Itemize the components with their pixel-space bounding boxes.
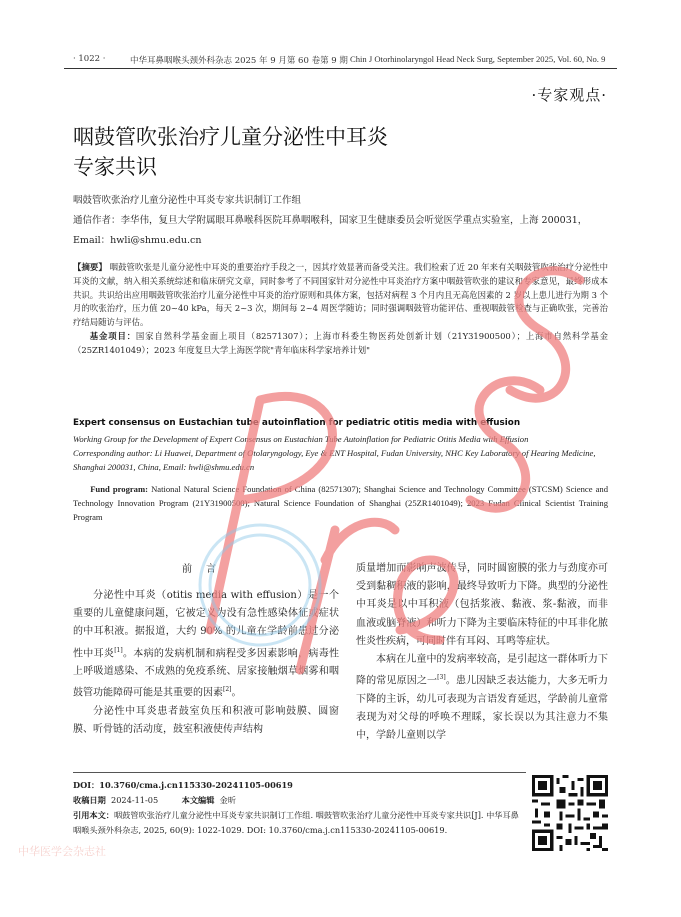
doi[interactable]: DOI：10.3760/cma.j.cn115330-20241105-00619 [73, 780, 293, 790]
paragraph-text: 。 [231, 687, 242, 699]
english-authors [73, 432, 608, 474]
reference-link[interactable]: [2] [223, 686, 232, 694]
paragraph: 质量增加而影响声波传导，同时圆窗膜的张力与劲度亦可受到黏稠积液的影响，最终导致听力下降。典型的分泌性中耳炎是以中耳积液（包括浆液、黏液、浆-黏液，而非血液或脑脊液）和听力下降为主要临床特征的中耳非化脓性炎性疾病，可同时伴有耳闷、耳鸣等症状。 [356, 563, 608, 647]
citation-text: 咽鼓管吹张治疗儿童分泌性中耳炎专家共识制订工作组. 咽鼓管吹张治疗儿童分泌性中耳炎专家共识[J]. 中华耳鼻咽喉头颈外科杂志, 2025, 60(9): 1022-1029. DOI: 10.3760/cma.j.cn115330-20241105-00619. [73, 810, 519, 835]
paragraph [73, 587, 339, 703]
english-fund [73, 482, 608, 525]
paragraph-text: 。患儿因缺乏表达能力，大多无听力下降的主诉，幼儿可表现为言语发育延迟，学龄前儿童常表现为对父母的呼唤不理睬，家长误以为其注意力不集中，学龄儿童则以学 [356, 675, 609, 742]
publisher-logo: 中华医学会杂志社 [18, 845, 106, 858]
section-heading: 前言 [182, 564, 230, 575]
paragraph: 分泌性中耳炎患者鼓室负压和积液可影响鼓膜、圆窗膜、听骨链的活动度，鼓室积液使传声结构 [73, 705, 339, 736]
paragraph-text: 本病在儿童中的发病率较高，是引起这一群体听力下降的常见原因之一 [356, 654, 608, 687]
english-corresponding: Corresponding author: Li Huawei, Department of Otolaryngology, Eye & ENT Hospital, Fudan University, NHC Key Laboratory of Hearing Medicine, Shanghai 200031, China, Email: hwli@shmu.edu.cn [73, 448, 596, 472]
footnote-rule [73, 772, 526, 773]
english-fund-text: National Natural Science Foundation of China (82571307); Shanghai Science and Technology Committee (STCSM) Science and Technology Innovation Program (21Y31900500); Natural Science Foundation of Shanghai (25ZR1401049); 2023 Fudan Clinical Scientist Training Program [73, 484, 609, 523]
journal-name-en: Chin J Otorhinolaryngol Head Neck Surg, September 2025, Vol. 60, No. 9 [350, 54, 606, 64]
title-line-1: 咽鼓管吹张治疗儿童分泌性中耳炎 [73, 125, 388, 149]
editor-label: 本文编辑 [181, 795, 215, 805]
abstract-label: 【摘要】 [73, 262, 107, 272]
editor-name: 金昕 [219, 795, 237, 805]
abstract-text: 咽鼓管吹张是儿童分泌性中耳炎的重要治疗手段之一，因其疗效显著而备受关注。我们检索了近 20 年来有关咽鼓管吹张治疗分泌性中耳炎的文献，纳入相关系统综述和临床研究文章，同时参考了不同国家针对分泌性中耳炎治疗方案中咽鼓管吹张的建议和专家意见，最终形成本共识。共识给出应用咽鼓管吹张治疗儿童分泌性中耳炎的治疗原则和具体方案，包括对病程 3 个月内且无高危因素的 2 岁以上患儿进行为期 3 个月的吹张治疗，压力值 20~40 kPa，每天 2~3 次，期间每 2~4 周医学随访；同时强调咽鼓管功能评估、重视咽鼓管检查与正确吹张，完善治疗结局随访与评估。 [73, 262, 608, 328]
fund-text: 国家自然科学基金面上项目（82571307）；上海市科委生物医药处创新计划（21Y31900500）；上海市自然科学基金（25ZR1401049）；2023 年度复旦大学上海医学院"青年临床科学家培养计划" [73, 330, 608, 355]
english-group: Working Group for the Development of Expert Consensus on Eustachian Tube Autoinflation for Pediatric Otitis Media with Effusion [73, 434, 529, 444]
received-label: 收稿日期 [73, 795, 106, 805]
article-title [73, 122, 388, 182]
cite-label: 引用本文： [73, 810, 114, 820]
header-rule [64, 68, 617, 69]
reference-link[interactable]: [1] [114, 646, 123, 654]
english-fund-label: Fund program: [90, 484, 149, 494]
received-date: 2024-11-05 [110, 795, 159, 805]
abstract [73, 261, 608, 358]
paragraph [356, 651, 608, 745]
qr-code[interactable] [532, 775, 608, 851]
paragraph-text: 。本病的发病机制和病程受多因素影响，病毒性上呼吸道感染、不成熟的免疫系统、居家接触烟草烟雾和咽鼓管功能障碍可能是其重要的因素 [73, 647, 340, 699]
title-line-2: 专家共识 [73, 155, 157, 179]
english-title: Expert consensus on Eustachian tube autoinflation for pediatric otitis media with effusion [73, 418, 521, 428]
reference-link[interactable]: [3] [437, 674, 446, 682]
journal-name-cn: 中华耳鼻咽喉头颈外科杂志 2025 年 9 月第 60 卷第 9 期 [130, 56, 348, 66]
footnote [73, 778, 521, 838]
left-column [73, 587, 339, 739]
corresponding-author: 通信作者：李华伟，复旦大学附属眼耳鼻喉科医院耳鼻咽喉科，国家卫生健康委员会听觉医学重点实验室，上海 200031，Email：hwli@shmu.edu.cn [73, 215, 588, 246]
fund-label: 基金项目： [89, 330, 136, 341]
column-tag: ·专家观点· [531, 86, 607, 104]
right-column [356, 560, 608, 745]
paragraph-text: 分泌性中耳炎（otitis media with effusion）是一个重要的儿童健康问题，它被定义为没有急性感染体征或症状的中耳积液。据报道，大约 90% 的儿童在学龄前患过分泌性中耳炎 [73, 590, 339, 659]
working-group: 咽鼓管吹张治疗儿童分泌性中耳炎专家共识制订工作组 [73, 195, 302, 206]
page-number: · 1022 · [73, 54, 106, 64]
